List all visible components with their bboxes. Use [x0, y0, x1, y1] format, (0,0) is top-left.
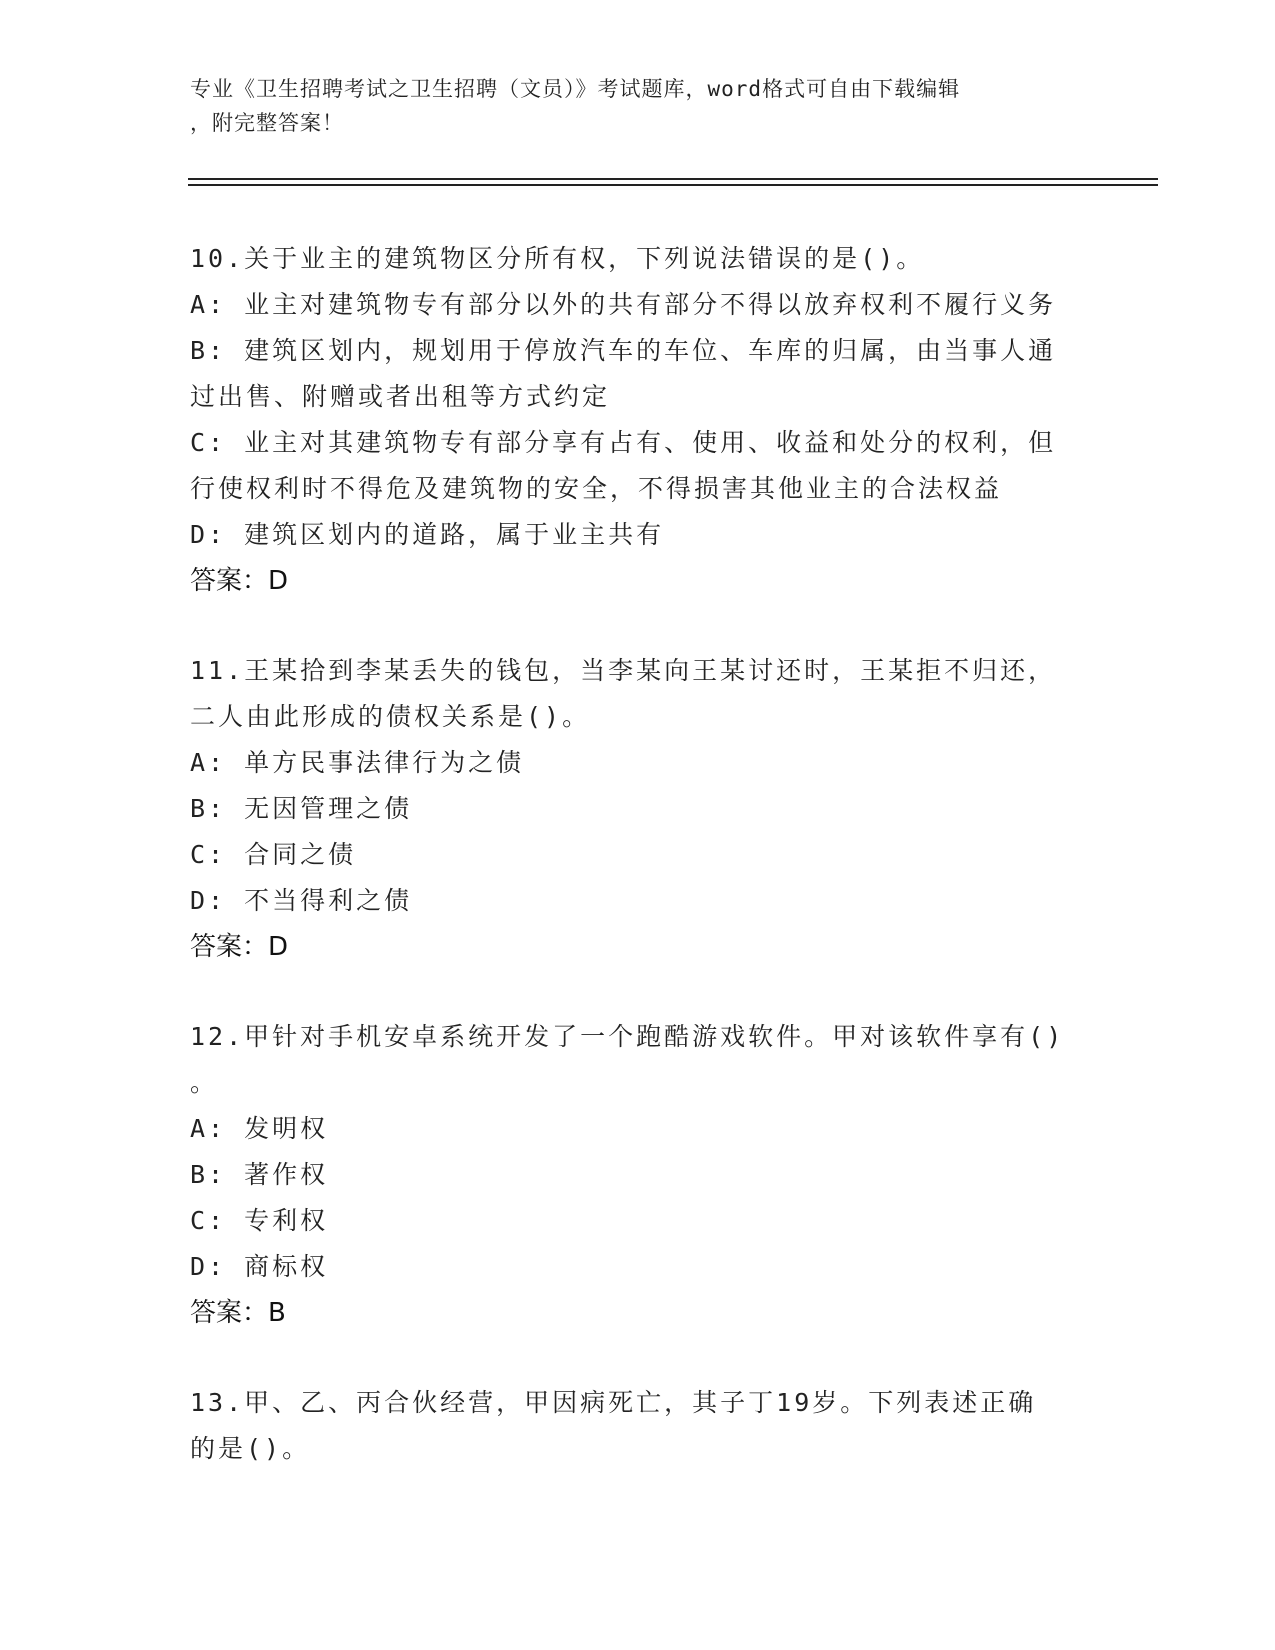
- answer-label: 答案：D: [190, 932, 289, 962]
- document-header: [190, 72, 1090, 140]
- question-block: [190, 1014, 1090, 1336]
- question-stem: 二人由此形成的债权关系是()。: [190, 702, 591, 731]
- question-option: 行使权利时不得危及建筑物的安全，不得损害其他业主的合法权益: [190, 474, 1003, 503]
- question-block: [190, 236, 1090, 604]
- question-stem: 11.王某拾到李某丢失的钱包，当李某向王某讨还时，王某拒不归还，: [190, 656, 1057, 685]
- question-option: D: 建筑区划内的道路，属于业主共有: [190, 520, 665, 549]
- question-list: [190, 236, 1090, 1516]
- question-option: C: 业主对其建筑物专有部分享有占有、使用、收益和处分的权利，但: [190, 428, 1057, 457]
- question-option: A: 单方民事法律行为之债: [190, 748, 525, 777]
- header-line-2: ，附完整答案！: [190, 111, 344, 135]
- question-option: A: 业主对建筑物专有部分以外的共有部分不得以放弃权利不履行义务: [190, 290, 1057, 319]
- question-stem: 的是()。: [190, 1434, 311, 1463]
- answer-label: 答案：D: [190, 566, 289, 596]
- question-option: A: 发明权: [190, 1114, 329, 1143]
- question-stem: 10.关于业主的建筑物区分所有权，下列说法错误的是()。: [190, 244, 925, 273]
- answer-label: 答案：B: [190, 1298, 286, 1328]
- question-option: B: 无因管理之债: [190, 794, 413, 823]
- header-line-1: 专业《卫生招聘考试之卫生招聘（文员）》考试题库，word格式可自由下载编辑: [190, 77, 961, 101]
- question-block: [190, 648, 1090, 970]
- question-option: B: 著作权: [190, 1160, 329, 1189]
- question-option: 过出售、附赠或者出租等方式约定: [190, 382, 611, 411]
- question-stem: 。: [190, 1068, 219, 1097]
- question-stem: 12.甲针对手机安卓系统开发了一个跑酷游戏软件。甲对该软件享有(): [190, 1022, 1065, 1051]
- question-option: C: 合同之债: [190, 840, 357, 869]
- question-stem: 13.甲、乙、丙合伙经营，甲因病死亡，其子丁19岁。下列表述正确: [190, 1388, 1037, 1417]
- question-option: D: 商标权: [190, 1252, 329, 1281]
- header-divider-top: [188, 178, 1158, 180]
- question-block: [190, 1380, 1090, 1472]
- question-option: D: 不当得利之债: [190, 886, 413, 915]
- header-divider-bottom: [188, 184, 1158, 186]
- question-option: B: 建筑区划内，规划用于停放汽车的车位、车库的归属，由当事人通: [190, 336, 1057, 365]
- question-option: C: 专利权: [190, 1206, 329, 1235]
